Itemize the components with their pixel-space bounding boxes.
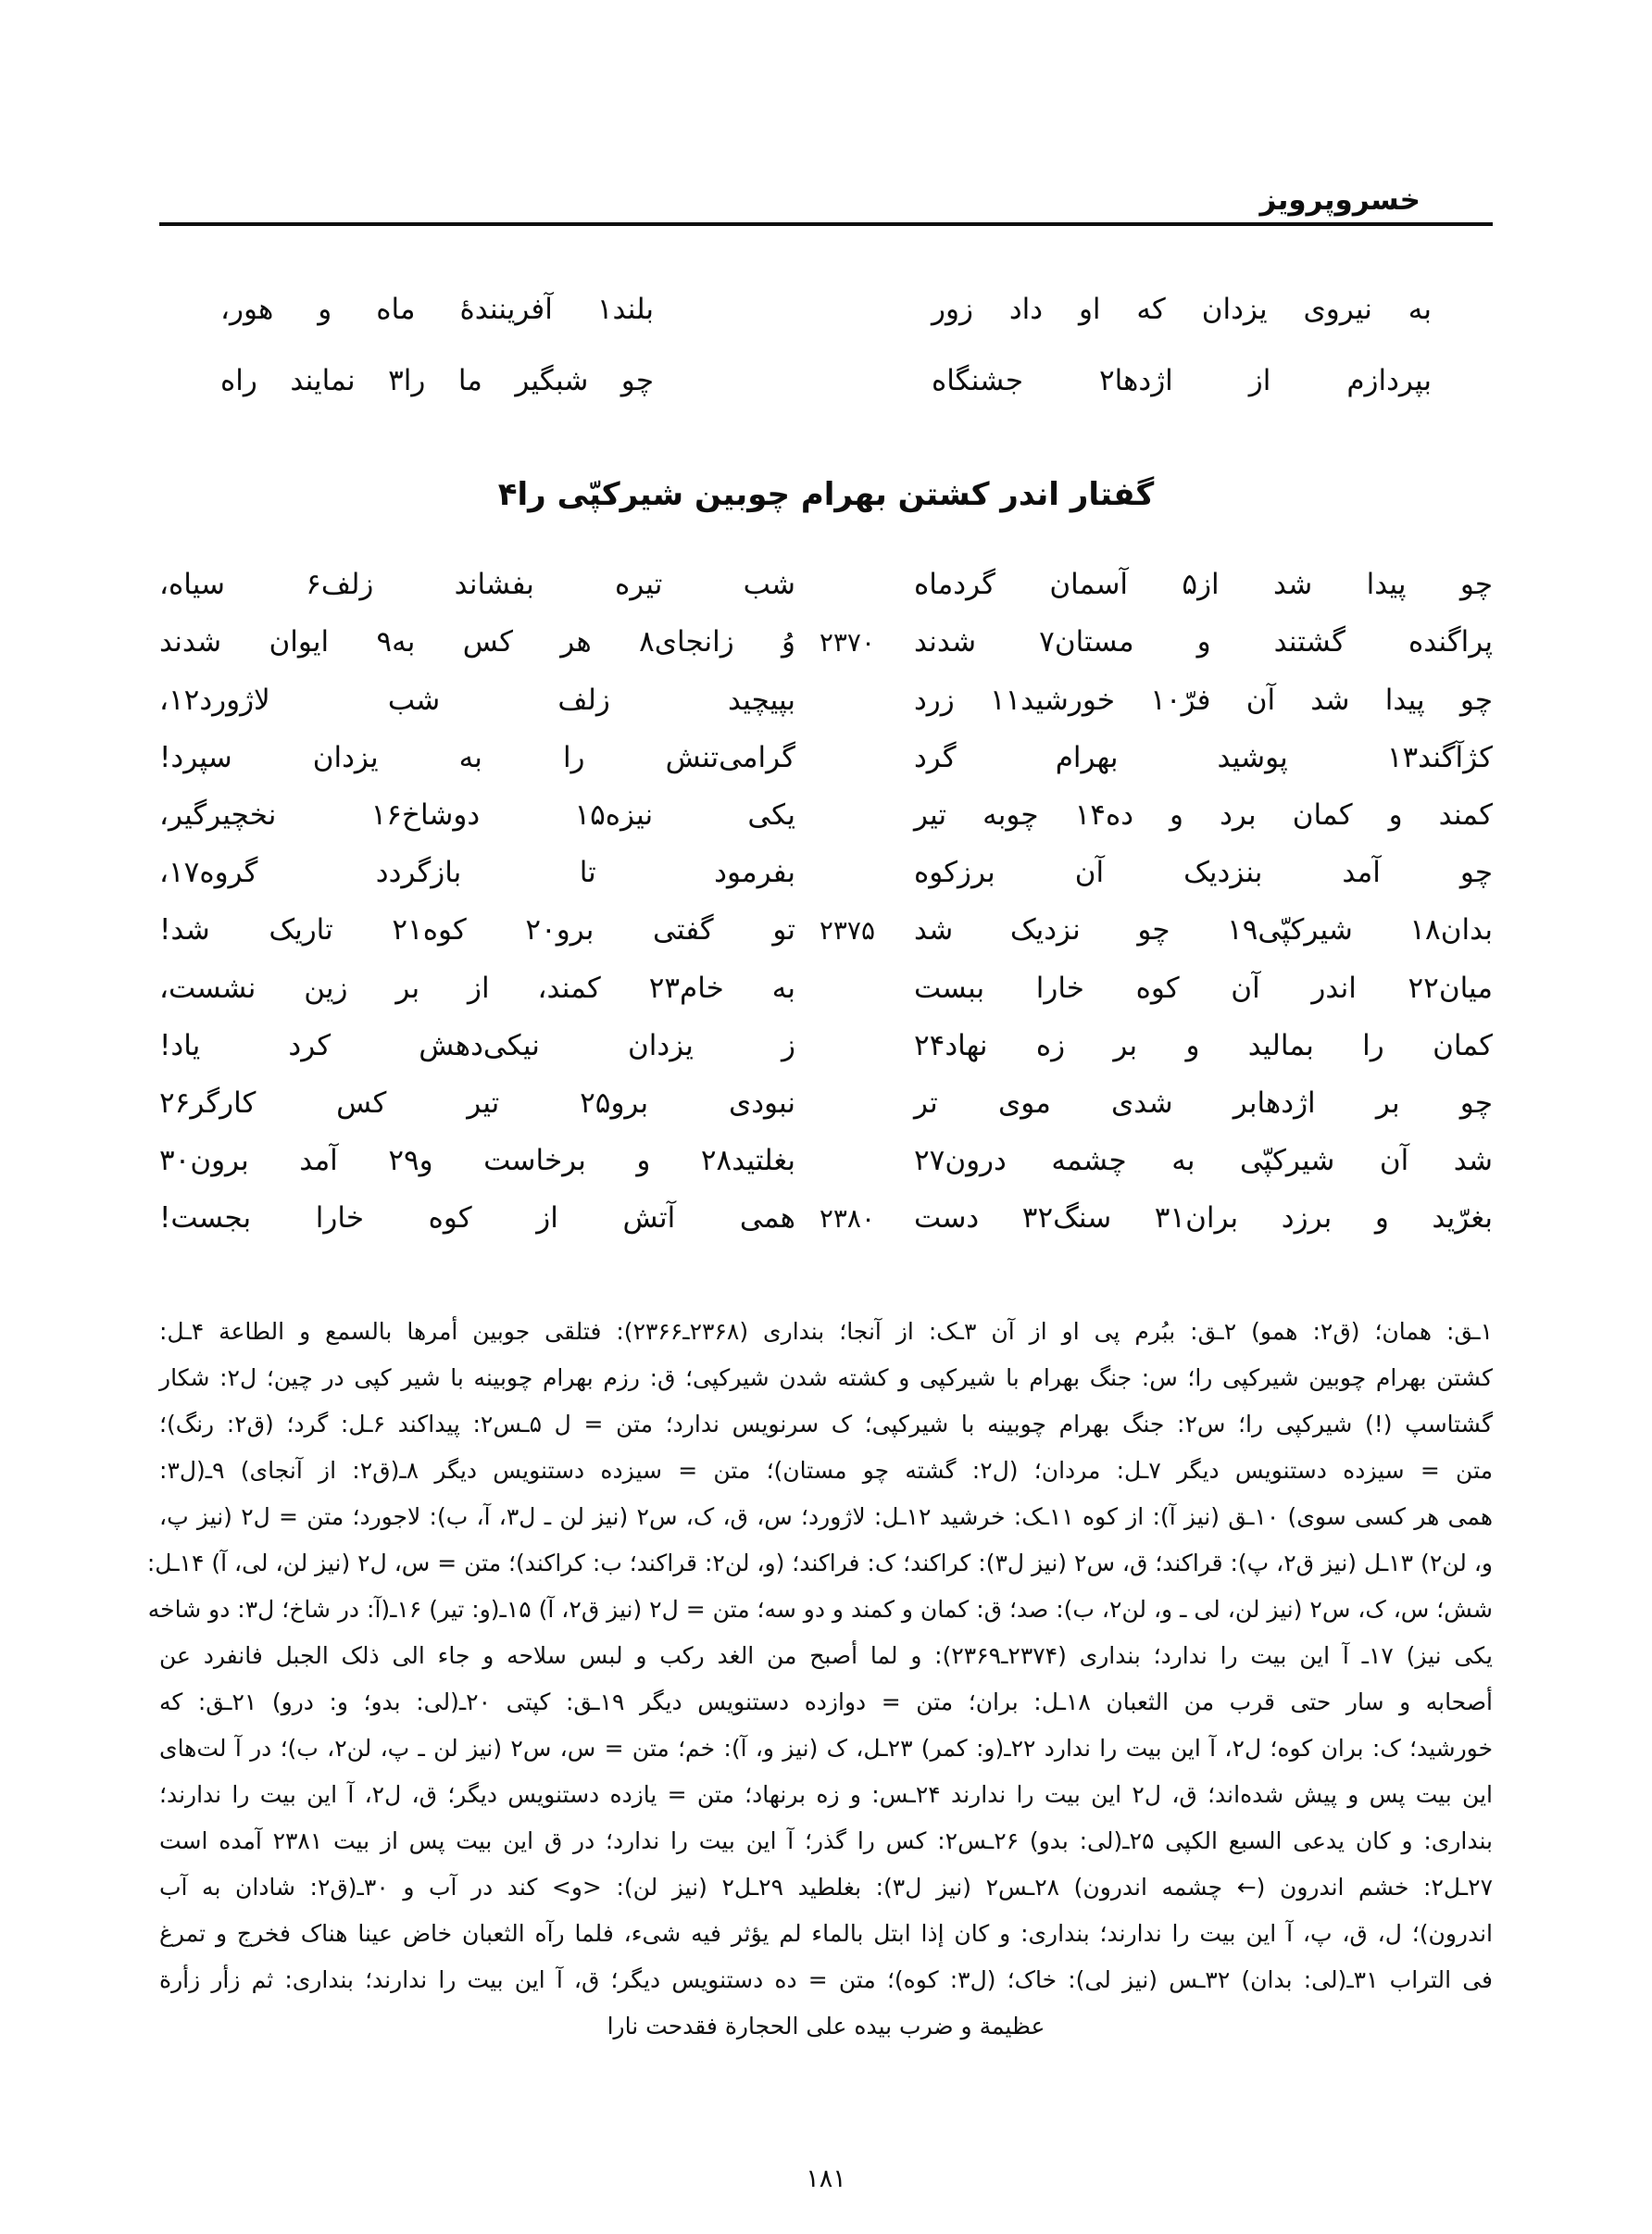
verse-row [159, 729, 1493, 786]
hemistich-1: چو پیدا شد از۵ آسمان گردماه [914, 568, 1494, 601]
verse-row [159, 345, 1493, 417]
footnote-line: این بیت پس و پیش شده‌اند؛ ق، ل۲ این بیت را ندارند ۲۴ـس: و زه برنهاد؛ متن = یازده دستنویس دیگر؛ ق، ل۲، آ این بیت را ندارند؛ [159, 1781, 1493, 1808]
footnote-line: فی التراب ۳۱ـ(لی: بدان) ۳۲ـس (نیز لی): خاک؛ (ل۳: کوه)؛ متن = ده دستنویس دیگر؛ ق، آ این بیت را ندارند؛ بنداری: ثم زأر زأرة [159, 1966, 1493, 1993]
verse-row [159, 556, 1493, 613]
verse-row [159, 960, 1493, 1017]
verse-row [159, 671, 1493, 729]
footnote-line: ۱ـق: همان؛ (ق۲: همو) ۲ـق: ببُرم پی او از آن ۳ـک: از آنجا؛ بنداری (۲۳۶۸ـ۲۳۶۶): فتلقی جوبین أمرها بالسمع و الطاعة ۴ـل: [159, 1318, 1494, 1345]
hemistich-2: تو گفتی برو۲۰ کوه۲۱ تاریک شد! [159, 913, 795, 947]
critical-apparatus [146, 1309, 1494, 2050]
hemistich-2: گرامی‌تنش را به یزدان سپرد! [159, 741, 795, 774]
hemistich-2: به خام۲۳ کمند، از بر زین نشست، [159, 972, 796, 1005]
running-header [159, 183, 1493, 226]
page-content [146, 0, 1494, 2050]
hemistich-2: نبودی برو۲۵ تیر کس کارگر۲۶ [159, 1086, 796, 1120]
verse-row [159, 844, 1493, 901]
verse-row [159, 901, 1493, 960]
hemistich-1: بدان۱۸ شیرکپّی۱۹ چو نزدیک شد [914, 913, 1493, 947]
verse-row [159, 1132, 1493, 1189]
hemistich-1: کژآگند۱۳ پوشید بهرام گرد [914, 741, 1493, 774]
hemistich-1: چو آمد بنزدیک آن برزکوه [914, 856, 1493, 889]
footnote-line: یکی نیز) ۱۷ـ آ این بیت را ندارد؛ بنداری (۲۳۷۴ـ۲۳۶۹): و لما أصبح من الغد رکب و لبس سلاحه و جاء الی ذلک الجبل فانفرد عن [159, 1642, 1494, 1669]
verse-row [159, 786, 1493, 844]
page-number: ۱۸۱ [806, 2165, 846, 2193]
hemistich-2: شب تیره بفشاند زلف۶ سیاه، [159, 568, 795, 601]
hemistich-2: همی آتش از کوه خارا بجست! [159, 1201, 795, 1235]
verse-row [159, 613, 1493, 671]
verse-row [159, 1189, 1493, 1248]
chapter-running-title: خسروپرویز [1259, 183, 1420, 217]
hemistich-1: به نیروی یزدان که او داد زور [932, 293, 1432, 326]
footnote-line: أصحابه و سار حتی قرب من الثعبان ۱۸ـل: بران؛ متن = دوازده دستنویس دیگر ۱۹ـق: کپتی ۲۰ـ(لی: بدو؛ و: درو) ۲۱ـق: که [159, 1688, 1493, 1715]
hemistich-1: کمان را بمالید و بر زه نهاد۲۴ [914, 1029, 1493, 1062]
hemistich-1: چو پیدا شد آن فرّ۱۰ خورشید۱۱ زرد [914, 684, 1493, 717]
verse-number: ۲۳۷۵ [819, 915, 875, 946]
hemistich-2: چو شبگیر ما را۳ نمایند راه [220, 364, 654, 397]
hemistich-2: ز یزدان نیکی‌دهش کرد یاد! [159, 1029, 795, 1062]
hemistich-1: پراگنده گشتند و مستان۷ شدند [914, 625, 1493, 659]
footnote-line: خورشید؛ ک: بران کوه؛ ل۲، آ این بیت را ندارد ۲۲ـ(و: کمر) ۲۳ـل، ک (نیز و، آ): خم؛ متن = س، س۲ (نیز لن ـ پ، لن۲، ب)؛ در آ لت‌های [159, 1735, 1494, 1762]
hemistich-1: کمند و کمان برد و ده۱۴ چوبه تیر [914, 798, 1493, 832]
footnote-line: همی هر کسی سوی) ۱۰ـق (نیز آ): از کوه ۱۱ـک: خرشید ۱۲ـل: لاژورد؛ س، ق، ک، س۲ (نیز لن ـ ل۳، آ، ب): لاجورد؛ متن = ل۲ (نیز پ، [159, 1503, 1493, 1530]
hemistich-2: بفرمود تا بازگردد گروه۱۷، [159, 856, 795, 889]
hemistich-2: یکی نیزه۱۵ دوشاخ۱۶ نخچیرگیر، [159, 798, 795, 832]
hemistich-1: شد آن شیرکپّی به چشمه درون۲۷ [914, 1144, 1493, 1177]
hemistich-2: وُ زانجای۸ هر کس به۹ ایوان شدند [159, 625, 795, 659]
hemistich-1: چو بر اژدهابر شدی موی تر [914, 1086, 1493, 1120]
footnote-line: عظیمة و ضرب بیده علی الحجارة فقدحت نارا [607, 2013, 1045, 2039]
footnote-line: شش؛ س، ک، س۲ (نیز لن، لی ـ و، لن۲، ب): صد؛ ق: کمان و کمند و دو سه؛ متن = ل۲ (نیز ق۲، آ) ۱۵ـ(و: تیر) ۱۶ـ(آ: در شاخ؛ ل۳: دو شاخه [147, 1596, 1493, 1623]
footnote-line: کشتن بهرام چوبین شیرکپی را؛ س: جنگ بهرام با شیرکپی و کشته شدن شیرکپی؛ ق: رزم بهرام چوبینه با شیر کپی در چین؛ ل۲: شکار [159, 1364, 1493, 1391]
footnote-line: گشتاسپ (!) شیرکپی را؛ س۲: جنگ بهرام چوبینه با شیرکپی؛ ک سرنویس ندارد؛ متن = ل ۵ـس۲: پیداکند ۶ـل: گرد؛ (ق۲: رنگ)؛ [159, 1411, 1494, 1437]
verse-row [159, 274, 1493, 345]
footnote-line: و، لن۲) ۱۳ـل (نیز ق۲، پ): قراکند؛ ق، س۲ (نیز ل۳): کراکند؛ ک: فراکند؛ (و، لن۲: قراکند؛ ب: کراکند)؛ متن = س، ل۲ (نیز لن، لی، آ) ۱۴ـل: [146, 1550, 1493, 1576]
hemistich-1: میان۲۲ اندر آن کوه خارا ببست [914, 972, 1493, 1005]
verse-number: ۲۳۷۰ [819, 627, 875, 658]
footnote-line: متن = سیزده دستنویس دیگر ۷ـل: مردان؛ (ل۲: گشته چو مستان)؛ متن = سیزده دستنویس دیگر ۸ـ(ق۲: از آنجای) ۹ـ(ل۳: [159, 1457, 1494, 1484]
verse-row [159, 1074, 1493, 1132]
hemistich-2: بلند۱ آفرینندهٔ ماه و هور، [220, 293, 654, 326]
section-title: گفتار اندر کشتن بهرام چوبین شیرکپّی را۴ [497, 476, 1155, 513]
footnote-line: ۲۷ـل۲: خشم اندرون (← چشمه اندرون) ۲۸ـس۲ (نیز ل۳): بغلطید ۲۹ـل۲ (نیز لن): <و> کند در آب و ۳۰ـ(ق۲: شادان به آب [159, 1874, 1493, 1901]
verse-number: ۲۳۸۰ [819, 1203, 875, 1234]
verse-row [159, 1017, 1493, 1074]
hemistich-1: بپردازم از اژدها۲ جشنگاه [932, 364, 1432, 397]
hemistich-2: بپیچید زلف شب لاژورد۱۲، [159, 684, 795, 717]
hemistich-2: بغلتید۲۸ و برخاست و۲۹ آمد برون۳۰ [159, 1144, 796, 1177]
hemistich-1: بغرّید و برزد بران۳۱ سنگ۳۲ دست [914, 1201, 1493, 1235]
intro-verse-block [159, 274, 1493, 417]
footnote-line: اندرون)؛ ل، ق، پ، آ این بیت را ندارند؛ بنداری: و کان إذا ابتل بالماء لم یؤثر فیه شیء، فلما رآه الثعبان خاض عینا هناک فخرج و تمرغ [159, 1920, 1493, 1947]
footnote-line: بنداری: و کان یدعی السبع الکپی ۲۵ـ(لی: بدو) ۲۶ـس۲: کس را گذر؛ آ این بیت را ندارد؛ در ق این بیت پس از بیت ۲۳۸۱ آمده است [159, 1827, 1493, 1854]
main-verse-block [159, 556, 1493, 1248]
